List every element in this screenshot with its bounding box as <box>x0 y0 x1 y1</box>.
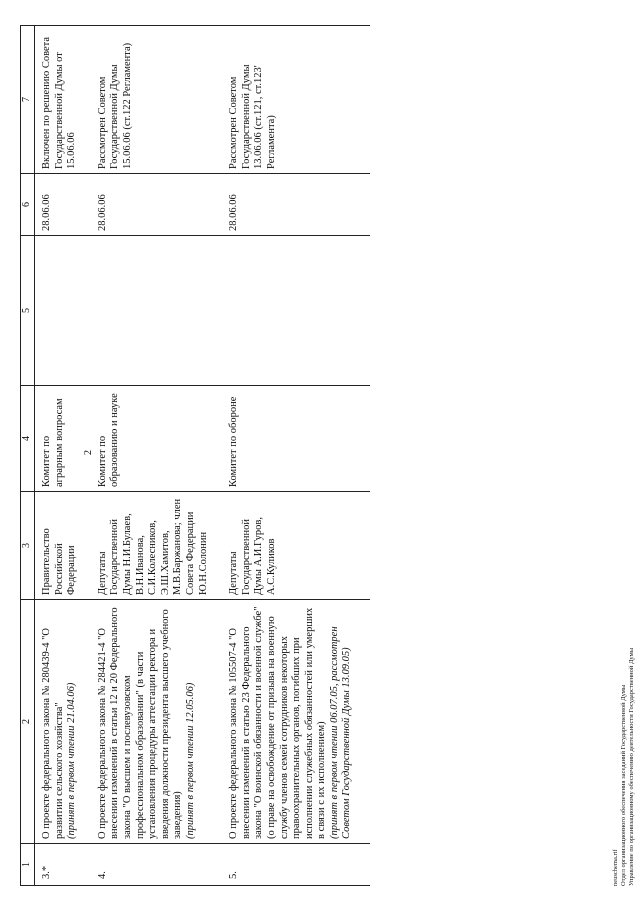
row-number: 5. <box>226 844 370 886</box>
bill-date: 28.06.06 <box>226 174 370 236</box>
bill-initiator: Правительство Российской Федерации <box>35 492 95 600</box>
column-5-cell <box>95 236 226 386</box>
column-5-cell <box>226 236 370 386</box>
bill-committee: Комитет по аграрным вопросам <box>35 386 95 492</box>
footer-department: Отдел организационного обеспечения заседаний Государственной Думы <box>620 684 628 886</box>
bill-note: (принят в первом чтении 12.05.06) <box>184 682 196 839</box>
bills-table <box>20 25 370 886</box>
column-header: 6 <box>21 174 35 236</box>
document-sheet <box>20 26 636 886</box>
bill-status: Рассмотрен Советом Государственной Думы 15.06.06 (ст.122 Регламента) <box>95 26 226 174</box>
column-header: 5 <box>21 236 35 386</box>
bill-title: О проекте федерального закона № 280439-4 "О развитии сельского хозяйства" <box>41 627 65 839</box>
bill-committee: Комитет по образованию и науке <box>95 386 226 492</box>
bill-description <box>35 600 95 844</box>
bill-initiator: Депутаты Государственной Думы А.И.Гуров, А.С.Куликов <box>226 492 370 600</box>
table-row <box>226 26 370 886</box>
bill-date: 28.06.06 <box>35 174 95 236</box>
table-row <box>95 26 226 886</box>
bill-title: О проекте федерального закона № 105507-4 "О внесении изменений в статью 23 Федерального закона "О воинской обязанности и военной службе" (о праве на освобождение от призыва на военную службу членов семей сотрудников некоторых правоохранительных органов, погибших при исполнении служебных обязанностей или умерших в связи с их исполнением) <box>228 606 328 839</box>
bill-committee: Комитет по обороне <box>226 386 370 492</box>
row-number: 4. <box>95 844 226 886</box>
column-header: 3 <box>21 492 35 600</box>
bill-description <box>95 600 226 844</box>
bill-description <box>226 600 370 844</box>
footer-filename: neuschema.rtf <box>612 849 619 886</box>
page-number: 2 <box>83 450 94 455</box>
row-number: 3.* <box>35 844 95 886</box>
document-footer <box>612 26 636 886</box>
bill-date: 28.06.06 <box>95 174 226 236</box>
column-5-cell <box>35 236 95 386</box>
bill-status: Рассмотрен Советом Государственной Думы 13.06.06 (ст.121, ст.123' Регламента) <box>226 26 370 174</box>
bill-note: (принят в первом чтении 21.04.06) <box>66 682 78 839</box>
column-header-row <box>21 26 35 886</box>
table-row <box>35 26 95 886</box>
bill-note: (принят в первом чтении 06.07.05, рассмотрен Советом Государственной Думы 13.09.05) <box>328 626 353 839</box>
bill-status: Включен по решению Совета Государственной Думы от 15.06.06 <box>35 26 95 174</box>
column-header: 4 <box>21 386 35 492</box>
column-header: 1 <box>21 844 35 886</box>
bill-initiator: Депутаты Государственной Думы Н.И.Булаев, В.Н.Иванова, С.И.Колесников, Э.Ш.Хамитов, М.В.Баржанова; член Совета Федерации Ю.Н.Солонин <box>95 492 226 600</box>
bill-title: О проекте федерального закона № 284421-4 "О внесении изменений в статьи 12 и 20 Федерального закона "О высшем и послевузовском профессиональном образовании" (в части установления процедуры аттестации ректора и введения должности президента высшего учебного заведения) <box>96 607 184 839</box>
column-header: 7 <box>21 26 35 174</box>
column-header: 2 <box>21 600 35 844</box>
footer-directorate: Управление по организационному обеспечению деятельности Государственной Думы <box>628 647 636 886</box>
